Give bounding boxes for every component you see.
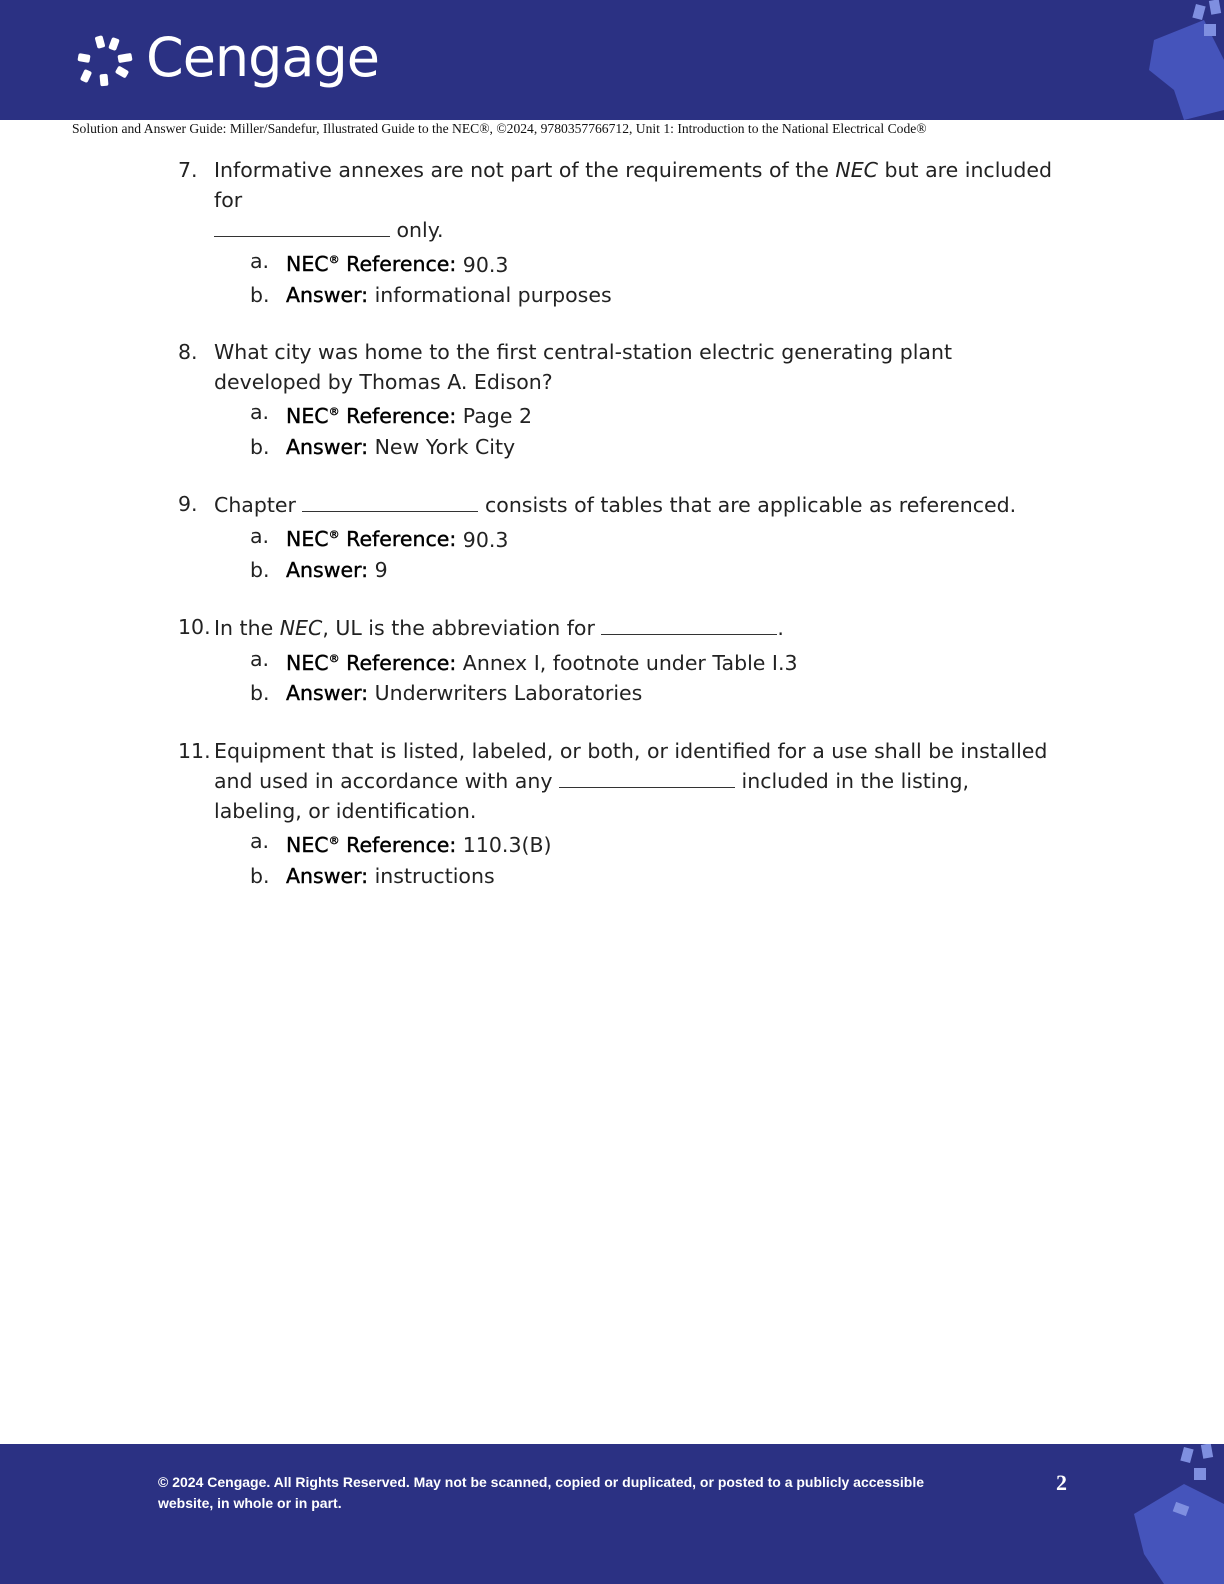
page-header: [0, 0, 1224, 120]
cengage-logo-icon: [74, 34, 136, 90]
question-text: In the NEC, UL is the abbreviation for .: [214, 613, 1058, 644]
reference-value: 90.3: [462, 252, 509, 277]
answer-blank: [302, 490, 478, 512]
page-footer: [0, 1444, 1224, 1584]
question-item: [178, 737, 1058, 891]
question-text: Equipment that is listed, labeled, or both, or identified for a use shall be installed and used in accordance with any included in the listing, labeling, or identification.: [214, 738, 1048, 823]
answer-line: b. Answer: 9: [250, 557, 388, 582]
question-text: What city was home to the first central-station electric generating plant developed by Thomas A. Edison?: [214, 340, 952, 394]
question-number: 11.: [178, 738, 211, 763]
reference-value: 110.3(B): [462, 833, 552, 858]
question-item: [178, 490, 1058, 585]
question-item: [178, 613, 1058, 708]
answer-value: Underwriters Laboratories: [374, 681, 643, 706]
copyright-notice: © 2024 Cengage. All Rights Reserved. May not be scanned, copied or duplicated, or posted to a publicly accessible website, in whole or in part.: [158, 1474, 925, 1511]
reference-line: a. NEC® Reference: 110.3(B): [250, 829, 552, 858]
answer-blank: [559, 766, 735, 788]
question-text: Chapter consists of tables that are applicable as referenced.: [214, 490, 1058, 521]
question-text: Informative annexes are not part of the requirements of the NEC but are included for only.: [214, 158, 1053, 242]
reference-line: a. NEC® Reference: 90.3: [250, 523, 509, 552]
document-subtitle: Solution and Answer Guide: Miller/Sandefur, Illustrated Guide to the NEC®, ©2024, 9780357766712, Unit 1: Introduction to the National Electrical Code®: [72, 121, 927, 136]
answer-value: instructions: [374, 863, 495, 888]
question-item: [178, 156, 1058, 310]
answer-blank: [601, 613, 777, 635]
reference-value: Page 2: [462, 404, 532, 429]
decorative-pattern-icon: [1134, 0, 1224, 120]
reference-value: 90.3: [462, 527, 509, 552]
reference-line: a. NEC® Reference: Page 2: [250, 400, 532, 429]
answer-line: b. Answer: informational purposes: [250, 282, 612, 307]
reference-line: a. NEC® Reference: 90.3: [250, 248, 509, 277]
answer-value: New York City: [374, 434, 516, 459]
question-item: [178, 338, 1058, 462]
question-number: 8.: [178, 340, 198, 365]
answer-line: b. Answer: instructions: [250, 863, 495, 888]
question-number: 10.: [178, 615, 211, 640]
decorative-pattern-icon: [1124, 1444, 1224, 1584]
answer-value: informational purposes: [374, 282, 612, 307]
reference-line: a. NEC® Reference: Annex I, footnote under Table I.3: [250, 646, 798, 675]
answer-line: b. Answer: Underwriters Laboratories: [250, 681, 643, 706]
brand-wordmark: Cengage: [146, 26, 380, 89]
page-number: 2: [1056, 1470, 1067, 1495]
answer-line: b. Answer: New York City: [250, 434, 516, 459]
question-number: 9.: [178, 492, 198, 517]
question-number: 7.: [178, 158, 198, 182]
reference-value: Annex I, footnote under Table I.3: [462, 650, 798, 675]
answer-value: 9: [374, 557, 388, 582]
answer-blank: [214, 215, 390, 237]
question-list: [178, 156, 1058, 919]
